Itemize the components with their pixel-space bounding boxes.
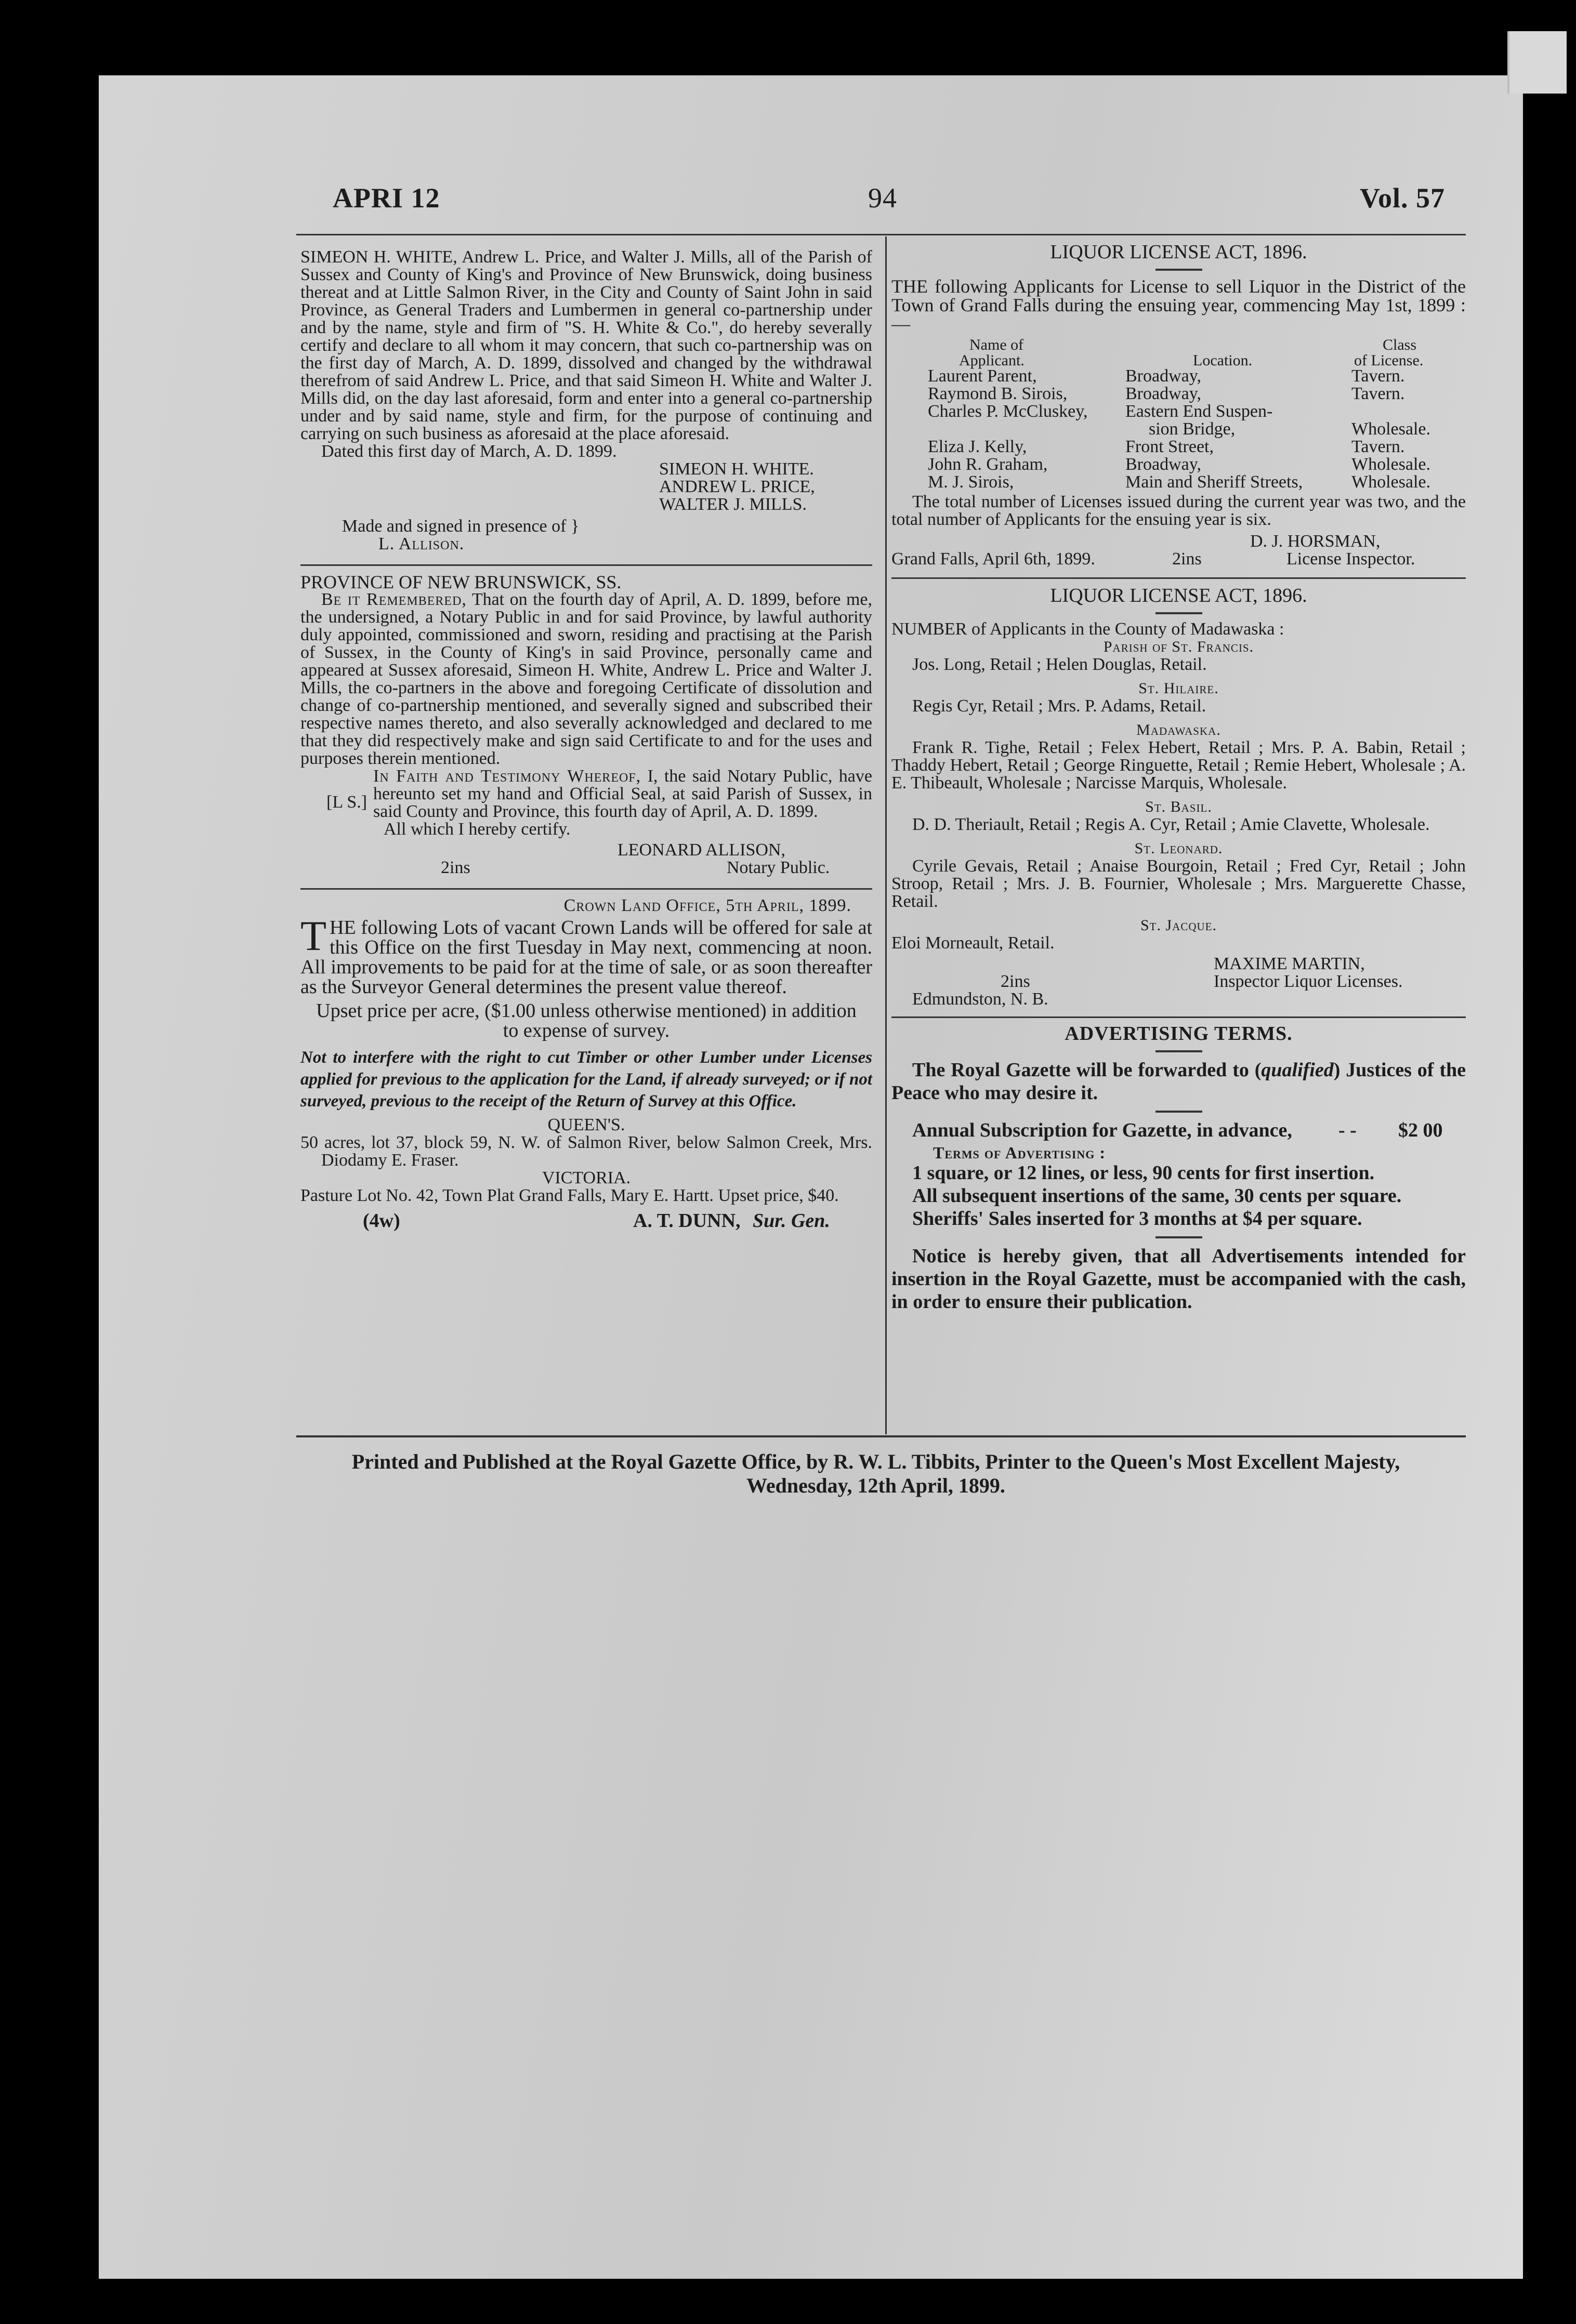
crown-restriction-note: Not to interfere with the right to cut Timber or other Lumber under Licenses applied for previous to the application for the Land, if already surveyed; or if not surveyed, previous to the receipt of the Return of Survey at this Office. [300,1048,872,1111]
forwarded-text-b: ) Justices of the Peace who may desire it. [891,1059,1466,1104]
madawaska-place: Edmundston, N. B. [912,989,1048,1009]
madawaska-ins: 2ins [1001,972,1030,991]
parish-heading: Madawaska. [1136,721,1221,738]
table-row [891,367,1466,385]
parish-heading: Parish of St. Francis. [1103,638,1254,655]
grand-falls-inspector-title: License Inspector. [1286,549,1415,569]
col-header-class: Class [1383,336,1417,353]
license-table [891,336,1466,491]
grand-falls-place: Grand Falls, April 6th, 1899. [891,549,1095,569]
column-divider [885,236,887,1434]
col-header-location: Location. [1193,352,1253,369]
parish-applicants: Regis Cyr, Retail ; Mrs. P. Adams, Retail. [912,696,1206,716]
right-column [891,242,1466,1313]
crown-code: (4w) [363,1210,400,1232]
col-header-license: of License. [1354,352,1424,369]
notary-name: LEONARD ALLISON, [618,840,785,860]
testimony-body: I, the said Notary Public, have hereunto set my hand and Official Seal, at said Parish of Sussex, in said County and Province, this fourth day of April, A. D. 1899. [373,767,872,821]
page-header [333,182,1445,218]
parish-applicants: D. D. Theriault, Retail ; Regis A. Cyr, Retail ; Amie Clavette, Wholesale. [912,815,1430,834]
parish-heading: St. Leonard. [1134,840,1223,857]
madawaska-heading: LIQUOR LICENSE ACT, 1896. [1050,585,1307,606]
seal-mark: [L S.] [326,793,367,812]
header-date: APRI 12 [333,182,440,214]
parish-applicants: Eloi Morneault, Retail. [891,933,1055,953]
heading-separator [1155,1050,1202,1052]
term-line: 1 square, or 12 lines, or less, 90 cents for first insertion. [912,1162,1375,1184]
license-class: Tavern. [1351,366,1405,386]
advertising-notice: Notice is hereby given, that all Advertisements intended for insertion in the Royal Gazette, must be accompanied with the cash, in order to ensure their publication. [891,1245,1466,1313]
signature-price: ANDREW L. PRICE, [659,477,815,496]
heading-separator [1155,1236,1202,1238]
page-tab [1507,31,1567,94]
applicant-location: sion Bridge, [1149,419,1236,439]
certify-line: All which I hereby certify. [384,820,571,839]
heading-separator [1155,1111,1202,1113]
madawaska-signer-title: Inspector Liquor Licenses. [1214,972,1403,991]
victoria-heading: VICTORIA. [542,1168,631,1187]
applicant-location: Eastern End Suspen- [1125,402,1273,421]
crown-dateline: Crown Land Office, 5th April, 1899. [563,896,851,915]
table-row [891,420,1466,438]
imprint-line-1: Printed and Published at the Royal Gazette Office, by R. W. L. Tibbits, Printer to the Queen's Most Excellent Majesty, [351,1450,1400,1473]
license-class: Tavern. [1351,437,1405,456]
printer-imprint [291,1450,1461,1498]
term-line: All subsequent insertions of the same, 30 cents per square. [912,1185,1402,1207]
crown-signer: A. T. DUNN, [633,1210,741,1232]
grand-falls-intro: THE following Applicants for License to sell Liquor in the District of the Town of Grand Falls during the ensuing year, commencing May 1st, 1899 :— [891,276,1466,334]
table-row [891,473,1466,491]
applicant-name: Raymond B. Sirois, [928,384,1068,403]
signature-white: SIMEON H. WHITE. [659,459,814,479]
partnership-dated: Dated this first day of March, A. D. 1899. [321,442,617,461]
col-header-name: Name of [969,336,1024,353]
subscription-dashes: - - [1338,1119,1357,1141]
grand-falls-ins: 2ins [1172,549,1202,569]
applicant-location: Broadway, [1125,384,1202,403]
term-line: Sheriffs' Sales inserted for 3 months at $4 per square. [912,1208,1362,1230]
madawaska-signer: MAXIME MARTIN, [1214,954,1365,973]
witness-name: L. Allison. [378,534,465,553]
footer-rule [296,1435,1466,1437]
parish-heading: St. Jacque. [1140,917,1217,934]
table-row [891,438,1466,456]
applicant-name: Charles P. McCluskey, [928,402,1088,421]
partnership-notice: SIMEON H. WHITE, Andrew L. Price, and Walter J. Mills, all of the Parish of Sussex and County of King's and Province of New Brunswick, doing business thereat and at Little Salmon River, in the City and County of Saint John in said Province, as General Traders and Lumbermen in general co-partnership under and by the name, style and firm of "S. H. White & Co.", do hereby severally certify and declare to all whom it may concern, that such co-partnership was on the first day of March, A. D. 1899, dissolved and changed by the withdrawal therefrom of said Andrew L. Price, and that said Simeon H. White and Walter J. Mills did, on the day last aforesaid, form and enter into a general co-partnership under and by said name, style and firm, for the purpose of continuing and carrying on such business as aforesaid at the place aforesaid. [300,247,872,443]
province-lead: Be it Remembered, [321,590,467,609]
applicant-location: Broadway, [1125,455,1202,474]
crown-dropcap: T [300,912,327,959]
section-rule [891,577,1466,579]
heading-separator [1155,269,1202,271]
page-number: 94 [868,182,897,214]
crown-signer-title: Sur. Gen. [753,1210,830,1232]
license-class: Tavern. [1351,384,1405,403]
section-rule [300,888,872,890]
table-row [891,403,1466,420]
col-header-applicant: Applicant. [959,352,1025,369]
applicant-name: John R. Graham, [928,455,1048,474]
applicant-location: Broadway, [1125,366,1202,386]
parish-heading: St. Basil. [1145,798,1212,815]
applicant-name: Laurent Parent, [928,366,1037,386]
grand-falls-heading: LIQUOR LICENSE ACT, 1896. [1050,241,1307,263]
license-class: Wholesale. [1351,419,1430,439]
parish-heading: St. Hilaire. [1138,680,1219,697]
applicant-name: Eliza J. Kelly, [928,437,1027,456]
section-rule [300,564,872,566]
heading-separator [1155,612,1202,614]
header-rule [296,234,1466,235]
section-rule [891,1016,1466,1018]
upset-price: Upset price per acre, ($1.00 unless otherwise mentioned) in addition to expense of survey. [316,1000,857,1041]
applicant-location: Main and Sheriff Streets, [1125,472,1303,492]
advertising-heading: ADVERTISING TERMS. [1065,1023,1293,1045]
parish-applicants: Cyrile Gevais, Retail ; Anaise Bourgoin, Retail ; Fred Cyr, Retail ; John Stroop, Retail ; Mrs. J. B. Fournier, Wholesale ; Mrs. Marguerette Chasse, Retail. [891,856,1466,911]
terms-heading: Terms of Advertising : [933,1143,1106,1162]
notary-title: Notary Public. [727,858,830,877]
grand-falls-inspector: D. J. HORSMAN, [1250,532,1381,551]
victoria-lot: Pasture Lot No. 42, Town Plat Grand Falls, Mary E. Hartt. Upset price, $40. [300,1186,839,1205]
table-row [891,456,1466,473]
queens-lot: 50 acres, lot 37, block 59, N. W. of Salmon River, below Salmon Creek, Mrs. Diodamy E. Fraser. [300,1133,872,1170]
subscription-label: Annual Subscription for Gazette, in advance, [912,1119,1292,1141]
volume-number: Vol. 57 [1359,182,1445,214]
signature-mills: WALTER J. MILLS. [659,495,807,514]
table-row [891,385,1466,403]
parish-applicants: Frank R. Tighe, Retail ; Felex Hebert, Retail ; Mrs. P. A. Babin, Retail ; Thaddy Hebert, Retail ; George Ringuette, Retail ; Remie Hebert, Wholesale ; A. E. Thibeault, Wholesale ; Narcisse Marquis, Wholesale. [891,738,1466,793]
license-class: Wholesale. [1351,455,1430,474]
testimony-lead: In Faith and Testimony Whereof, [373,767,641,786]
province-body: That on the fourth day of April, A. D. 1899, before me, the undersigned, a Notary Public in and for said Province, by lawful authority duly appointed, commissioned and sworn, residing and practising at the Parish of Sussex, in the County of King's in said Province, personally came and appeared at Sussex aforesaid, Simeon H. White, Andrew L. Price and Walter J. Mills, the co-partners in the above and foregoing Certificate of dissolution and change of co-partnership mentioned, and severally signed and subscribed their respective names thereto, and also severally acknowledged and declared to me that they did respectively make and sign said Certificate to and for the uses and purposes therein mentioned. [300,590,872,768]
crown-body: HE following Lots of vacant Crown Lands will be offered for sale at this Office on the first Tuesday in May next, commencing at noon. All improvements to be paid for at the time of sale, or as soon thereafter as the Surveyor General determines the present value thereof. [300,917,872,998]
imprint-line-2: Wednesday, 12th April, 1899. [746,1474,1005,1497]
notary-ins: 2ins [441,858,470,877]
forwarded-text-a: The Royal Gazette will be forwarded to ( [912,1059,1262,1081]
applicant-location: Front Street, [1125,437,1214,456]
presence-line: Made and signed in presence of [342,517,567,536]
parish-applicants: Jos. Long, Retail ; Helen Douglas, Retail. [912,655,1207,674]
forwarded-text-qualified: qualified [1261,1059,1334,1081]
subscription-price: $2 00 [1398,1119,1443,1141]
applicant-name: M. J. Sirois, [928,472,1014,492]
queens-heading: QUEEN'S. [547,1115,625,1134]
grand-falls-total: The total number of Licenses issued during the current year was two, and the total number of Applicants for the ensuing year is six. [891,492,1466,529]
madawaska-intro: NUMBER of Applicants in the County of Madawaska : [891,619,1284,639]
left-column: SIMEON H. WHITE, Andrew L. Price, and Walter J. Mills, all of the Parish of Sussex and County of King's and Province of New Brunswick, doing business thereat and at Little Salmon River, in the City and County of Saint John in said Province, as General Traders and Lumbermen in general co-partnership under and by the name, style and firm of "S. H. White & Co.", do hereby severally certify and declare to all whom it may concern, that such co-partnership was on the first day of March, A. D. 1899, dissolved and changed by the withdrawal therefrom of said Andrew L. Price, and that said Simeon H. White and Walter J. Mills did, on the day last aforesaid, form and enter into a general co-partnership under and by said name, style and firm, for the purpose of continuing and carrying on such business as aforesaid at the place aforesaid. Dated this first day of March, A. D. 1899. SIMEON H. WHITE. ANDREW L. PRICE, WALTER J. MILLS. Made and signed in presence of } L. Allison. PROVINCE OF NEW BRUNSWICK, SS. Be it Remembered, That on the fourth day of April, A. D. 1899, before me, the undersigned, a Notary Public in and for said Province, by lawful authority duly appointed, commissioned and sworn, residing and practising at the Parish of Sussex, in the County of King's in said Province, personally came and appeared at Sussex aforesaid, Simeon H. White, Andrew L. Price and Walter J. Mills, the co-partners in the above and foregoing Certificate of dissolution and change of co-partnership mentioned, and severally signed and subscribed their respective names thereto, and also severally acknowledged and declared to me that they did respectively make and sign said Certificate to and for the uses and purposes therein mentioned. [L S.] In Faith and Testimony Whereof, I, the said Notary Public, have hereunto set my hand and Official Seal, at said Parish of Sussex, in said County and Province, this fourth day of April, A. D. 1899. All which I hereby certify. LEONARD ALLISON, 2ins Notary Public. Crown Land Office, 5th April, 1899. THE following Lots of vacant Crown Lands will be offered for sale at this Office on the first Tuesday in May next, commencing at noon. All improvements to be paid for at the time of sale, or as soon thereafter as the Surveyor General determines the present value thereof. Upset price per acre, ($1.00 unless otherwise mentioned) in addition to expense of survey. Not to interfere with the right to cut Timber or other Lumber under Licenses applied for previous to the application for the Land, if already surveyed; or if not surveyed, previous to the receipt of the Return of Survey at this Office. QUEEN'S. 50 acres, lot 37, block 59, N. W. of Salmon River, below Salmon Creek, Mrs. Diodamy E. Fraser. VICTORIA. Pasture Lot No. 42, Town Plat Grand Falls, Mary E. Hartt. Upset price, $40. (4w) A. T. DUNN, Sur. Gen. [300,247,872,1232]
province-heading: PROVINCE OF NEW BRUNSWICK, SS. [300,572,622,592]
license-class: Wholesale. [1351,472,1430,492]
